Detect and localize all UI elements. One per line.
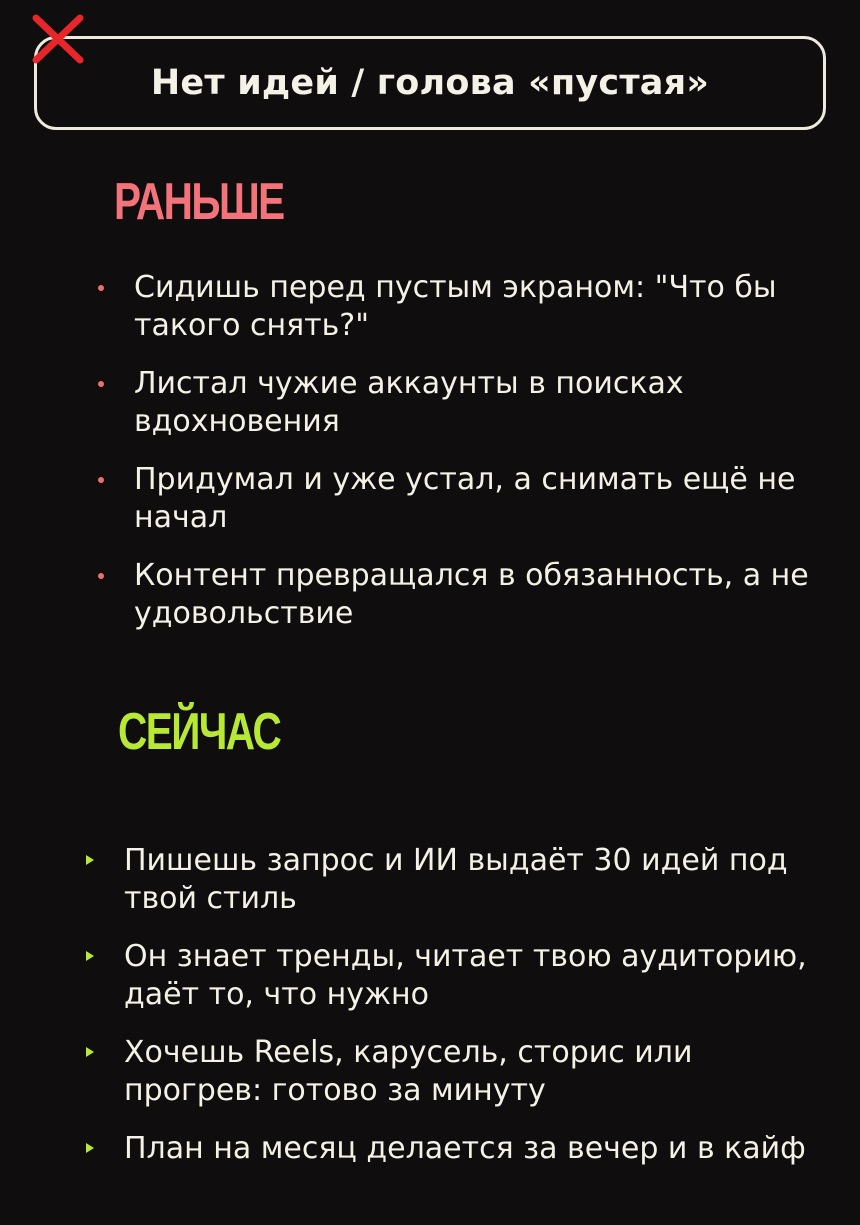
list-item-text: Сидишь перед пустым экраном: "Что бы такого снять?"	[134, 270, 777, 343]
bullet-dot-icon	[98, 285, 104, 291]
list-item	[134, 557, 814, 633]
list-item-text: Пишешь запрос и ИИ выдаёт 30 идей под твой стиль	[124, 843, 788, 916]
list-item	[124, 1130, 814, 1168]
bullet-dot-icon	[98, 573, 104, 579]
bullet-dot-icon	[98, 381, 104, 387]
list-item	[134, 461, 814, 537]
list-item-text: Придумал и уже устал, а снимать ещё не начал	[134, 462, 796, 535]
before-list	[134, 269, 814, 653]
title-box	[34, 36, 826, 130]
bullet-arrow-icon	[86, 951, 94, 961]
list-item	[124, 842, 814, 918]
now-heading: СЕЙЧАС	[118, 703, 281, 761]
list-item	[134, 365, 814, 441]
list-item-text: Листал чужие аккаунты в поисках вдохновения	[134, 366, 684, 439]
list-item-text: План на месяц делается за вечер и в кайф	[124, 1131, 806, 1166]
bullet-arrow-icon	[86, 1047, 94, 1057]
bullet-arrow-icon	[86, 855, 94, 865]
list-item-text: Контент превращался в обязанность, а не удовольствие	[134, 558, 809, 631]
list-item	[134, 269, 814, 345]
before-heading: РАНЬШЕ	[114, 173, 284, 231]
now-list	[124, 842, 814, 1188]
bullet-dot-icon	[98, 477, 104, 483]
list-item-text: Хочешь Reels, карусель, сторис или прогрев: готово за минуту	[124, 1035, 693, 1108]
page-title: Нет идей / голова «пустая»	[150, 63, 710, 103]
close-icon	[30, 14, 86, 64]
list-item-text: Он знает тренды, читает твою аудиторию, даёт то, что нужно	[124, 939, 807, 1012]
list-item	[124, 1034, 814, 1110]
bullet-arrow-icon	[86, 1143, 94, 1153]
list-item	[124, 938, 814, 1014]
